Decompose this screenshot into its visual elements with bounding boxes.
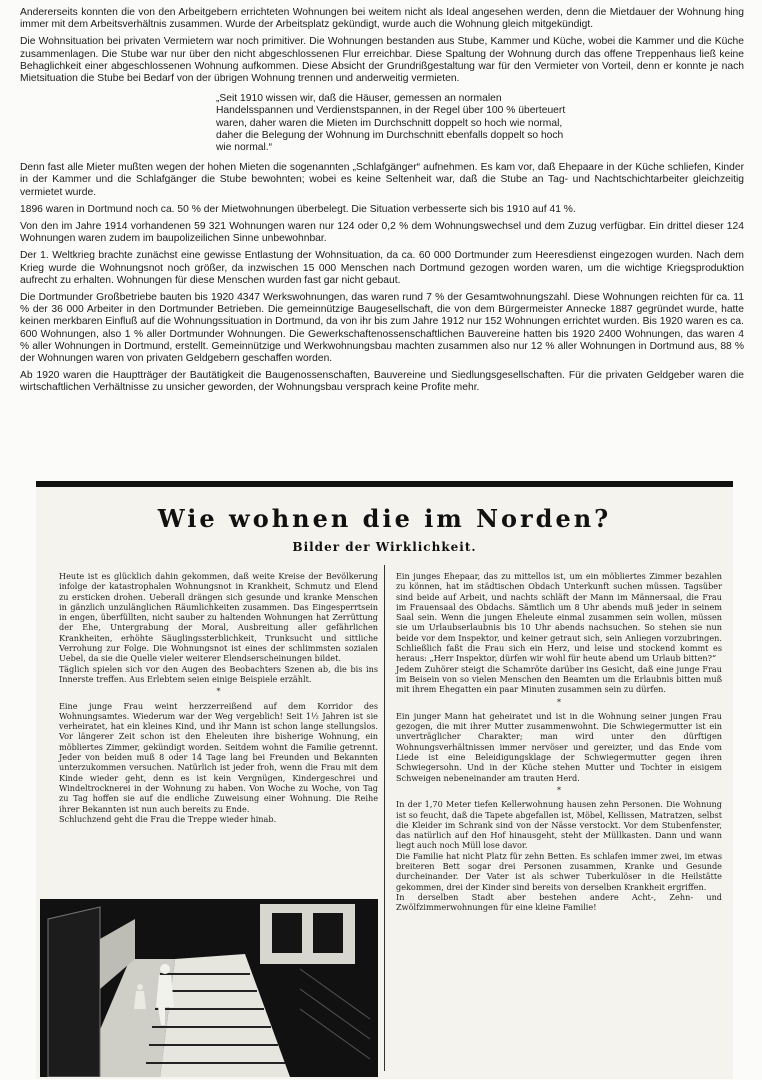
- section-separator: *: [557, 697, 561, 707]
- clipping-paragraph: In der 1,70 Meter tiefen Kellerwohnung hausen zehn Personen. Die Wohnung ist so feucht, daß die Tapete abgefallen ist, Möbel, Kellissen, Matratzen, selbst die Kleider im Schrank sind von der Nässe verstockt. Vor dem Stubenfenster, das natürlich auf den Hof hinausgeht, steht der Müllkasten. Dann und wann liegt auch noch Müll lose davor.: [396, 799, 722, 851]
- section-separator: *: [216, 687, 221, 697]
- clipping-paragraph: Jedem Zuhörer steigt die Schamröte darüber ins Gesicht, daß eine junge Frau im Beisein von so vielen Menschen den Beamten um die Erlaubnis bitten muß mit ihrem Ehegatten ein paar Minuten zusammen sein zu dürfen.: [396, 663, 722, 695]
- clipping-column-left: [59, 571, 378, 824]
- clipping-paragraph: Heute ist es glücklich dahin gekommen, daß weite Kreise der Bevölkerung infolge der katastrophalen Wohnungsnot in Krankheit, Schmutz und Elend zu ersticken drohen. Ueberall drängen sich gesunde und kranke Menschen in gänzlich unzulänglichen Räumlichkeiten zusammen. Das Eingesperrtsein in engen, überfüllten, nicht sauber zu haltenden Wohnungen hat Zerrüttung der Ehe, Untergrabung der Moral, Ausbreitung aller gefährlichen Krankheiten, erhöhte Säuglingssterblichkeit, Trunksucht und sittliche Verrohung zur Folge. Die Wohnungsnot ist eines der schlimmsten sozialen Uebel, da sie die Quelle vieler weiterer Elendserscheinungen bildet.: [59, 571, 378, 664]
- column-divider: [384, 565, 385, 1071]
- clipping-headline: Wie wohnen die im Norden?: [157, 504, 612, 533]
- paragraph: Die Wohnsituation bei privaten Vermietern war noch primitiver. Die Wohnungen bestanden aus Stube, Kammer und Küche, wobei die Kammer und die Küche zusammenlagen. Die Stube war nur über den nicht abgeschlossenen Flur erreichbar. Diese Spaltung der Wohnung durch das offene Treppenhaus ließ keine Behaglichkeit einer abgeschlossenen Wohnung aufkommen. Diese Absicht der Grundrißgestaltung war für den Vermieter von Vorteil, denn er konnte je nach Mietsituation die Stube bei Bedarf von der übrigen Wohnung trennen und anderweitig vermieten.: [20, 36, 744, 85]
- quotation-text: „Seit 1910 wissen wir, daß die Häuser, gemessen an normalen Handelsspannen und Verdienstspannen, in der Regel über 100 % überteuert waren, daher waren die Mieten im Durchschnitt doppelt so hoch wie normal, daher die Belegung der Wohnung im Durchschnitt ebenfalls doppelt so hoch wie normal.“: [216, 93, 566, 154]
- woodcut-illustration: [40, 899, 378, 1077]
- staircase-drawing: [40, 899, 378, 1077]
- article-text: [20, 7, 744, 400]
- paragraph: Ab 1920 waren die Hauptträger der Bautätigkeit die Baugenossenschaften, Bauvereine und Siedlungsgesellschaften. Für die privaten Geldgeber waren die wirtschaftlichen Verhältnisse zu unsicher geworden, der Wohnungsbau versprach keine Profite mehr.: [20, 370, 744, 394]
- clipping-subhead: Bilder der Wirklichkeit.: [292, 540, 477, 554]
- clipping-paragraph: Ein junger Mann hat geheiratet und ist in die Wohnung seiner jungen Frau gezogen, die mit ihrer Mutter zusammenwohnt. Die Schwiegermutter ist ein unverträglicher Charakter; man wird unter den dürftigen Wohnungsverhältnissen immer nervöser und gereizter, und das Ende vom Liede ist eine Beleidigungsklage der Schwiegermutter gegen ihren Schwiegersohn. Und in der Küche stehen Mutter und Tochter in eisigem Schweigen nebeneinander am trauten Herd.: [396, 710, 722, 783]
- clipping-paragraph: Die Familie hat nicht Platz für zehn Betten. Es schlafen immer zwei, im etwas breiteren Bett sogar drei Personen zusammen, Kranke und Gesunde durcheinander. Der Vater ist als schwer Tuberkulöser in die Heilstätte gekommen, drei der Kinder sind bereits von derselben Krankheit ergriffen.: [396, 850, 722, 892]
- paragraph: Denn fast alle Mieter mußten wegen der hohen Mieten die sogenannten „Schlafgänger“ aufnehmen. Es kam vor, daß Ehepaare in der Küche schliefen, Kinder in der Kammer und die Schlafgänger die Stube bewohnten; wobei es keine Seltenheit war, daß die Stube an Tag- und Nachtschichtarbeiter gleichzeitig vermietet wurde.: [20, 162, 744, 198]
- clipping-paragraph: Täglich spielen sich vor den Augen des Beobachters Szenen ab, die bis ins Innerste treffen. Aus Erlebtem seien einige Beispiele erzählt.: [59, 663, 378, 684]
- paragraph: Die Dortmunder Großbetriebe bauten bis 1920 4347 Werkswohnungen, das waren rund 7 % der Gesamtwohnungszahl. Diese Wohnungen reichten für ca. 11 % der 36 000 Arbeiter in den Dortmunder Betrieben. Die gemeinnützige Baugesellschaft, die von dem Bürgermeister Annecke 1887 gegründet wurde, hatte keinen merkbaren Einfluß auf die Wohnungssituation in Dortmund, da von ihr bis zum Jahre 1912 nur 152 Wohnungen errichtet wurden. Bis 1920 waren es ca. 600 Wohnungen, also 1 % aller Dortmunder Wohnungen. Die Gewerkschaftenossenschaftlichen Bauvereine hatten bis 1920 2400 Wohnungen, das waren 4 % aller Wohnungen in Dortmund, erstellt. Gemeinnützige und Werkwohnungsbau machten zusammen also nur 12 % aller Wohnungen in Dortmund aus, 88 % der Wohnungen waren von privaten Geldgebern geschaffen worden.: [20, 292, 744, 365]
- clipping-paragraph: Eine junge Frau weint herzzerreißend auf dem Korridor des Wohnungsamtes. Wiederum war der Weg vergeblich! Seit 1½ Jahren ist sie verheiratet, hat ein kleines Kind, und ihr Mann ist schon lange stellungslos. Vor längerer Zeit schon ist den Eheleuten ihre bisherige Wohnung, ein möbliertes Zimmer, gekündigt worden. Seitdem wohnt die Familie getrennt. Jeder von beiden muß 8 oder 14 Tage lang bei Freunden und Bekannten unterzukommen versuchen. Natürlich ist jeder froh, wenn die Frau mit dem Kinde wieder geht, denn es ist kein Vergnügen, Kindergeschrei und Windeltrocknerei in der Wohnung zu haben. Von Woche zu Woche, von Tag zu Tag hoffen sie auf die endliche Zuweisung einer Wohnung. Die Reihe ihrer Bekannten ist nun auch bereits zu Ende.: [59, 700, 378, 814]
- clipping-paragraph: In derselben Stadt aber bestehen andere Acht-, Zehn- und Zwölfzimmerwohnungen für eine kleine Familie!: [396, 891, 722, 913]
- quotation: [216, 93, 576, 154]
- paragraph: Andererseits konnten die von den Arbeitgebern errichteten Wohnungen bei weitem nicht als Ideal angesehen werden, denn die Mietdauer der Wohnung hing immer mit dem Arbeitsverhältnis zusammen. Wurde der Arbeitsplatz gekündigt, wurde auch die Wohnung gleich mitgekündigt.: [20, 7, 744, 31]
- paragraph: Von den im Jahre 1914 vorhandenen 59 321 Wohnungen waren nur 124 oder 0,2 % dem Wohnungswechsel und dem Zuzug verfügbar. Ein drittel dieser 124 Wohnungen waren zudem im baupolizeilichen Sinne unbewohnbar.: [20, 221, 744, 245]
- paragraph: Der 1. Weltkrieg brachte zunächst eine gewisse Entlastung der Wohnsituation, da ca. 60 000 Dortmunder zum Heeresdienst eingezogen wurden. Nach dem Krieg wurde die Wohnungsnot noch größer, da inzwischen 15 000 Menschen nach Dortmund gezogen worden waren, um die wichtige Kriegsproduktion aufrecht zu erhalten. Wohnungen für diese Menschen wurden fast gar nicht gebaut.: [20, 250, 744, 286]
- clipping-paragraph: Schluchzend geht die Frau die Treppe wieder hinab.: [59, 813, 277, 824]
- clipping-paragraph: Ein junges Ehepaar, das zu mittellos ist, um ein möbliertes Zimmer bezahlen zu können, hat im städtischen Obdach Unterkunft suchen müssen. Tagsüber sind beide auf Arbeit, und nachts schläft der Mann im Männersaal, die Frau im Frauensaal des Obdachs. Sämtlich um 8 Uhr abends muß jeder in seinem Saal sein. Wenn die jungen Eheleute einmal zusammen sein wollen, müssen sie um Urlaubserlaubnis bis 10 Uhr abends nachsuchen. So stehen sie nun beide vor dem Inspektor, und keiner getraut sich, sein Anliegen vorzubringen. Schließlich faßt die Frau sich ein Herz, und leise und stockend kommt es heraus: „Herr Inspektor, dürfen wir wohl für heute abend um Urlaub bitten?“: [396, 571, 722, 664]
- newspaper-clipping: [36, 481, 733, 1079]
- clipping-column-right: [396, 571, 722, 913]
- paragraph: 1896 waren in Dortmund noch ca. 50 % der Mietwohnungen überbelegt. Die Situation verbesserte sich bis 1910 auf 41 %.: [20, 203, 576, 215]
- section-separator: *: [557, 785, 561, 795]
